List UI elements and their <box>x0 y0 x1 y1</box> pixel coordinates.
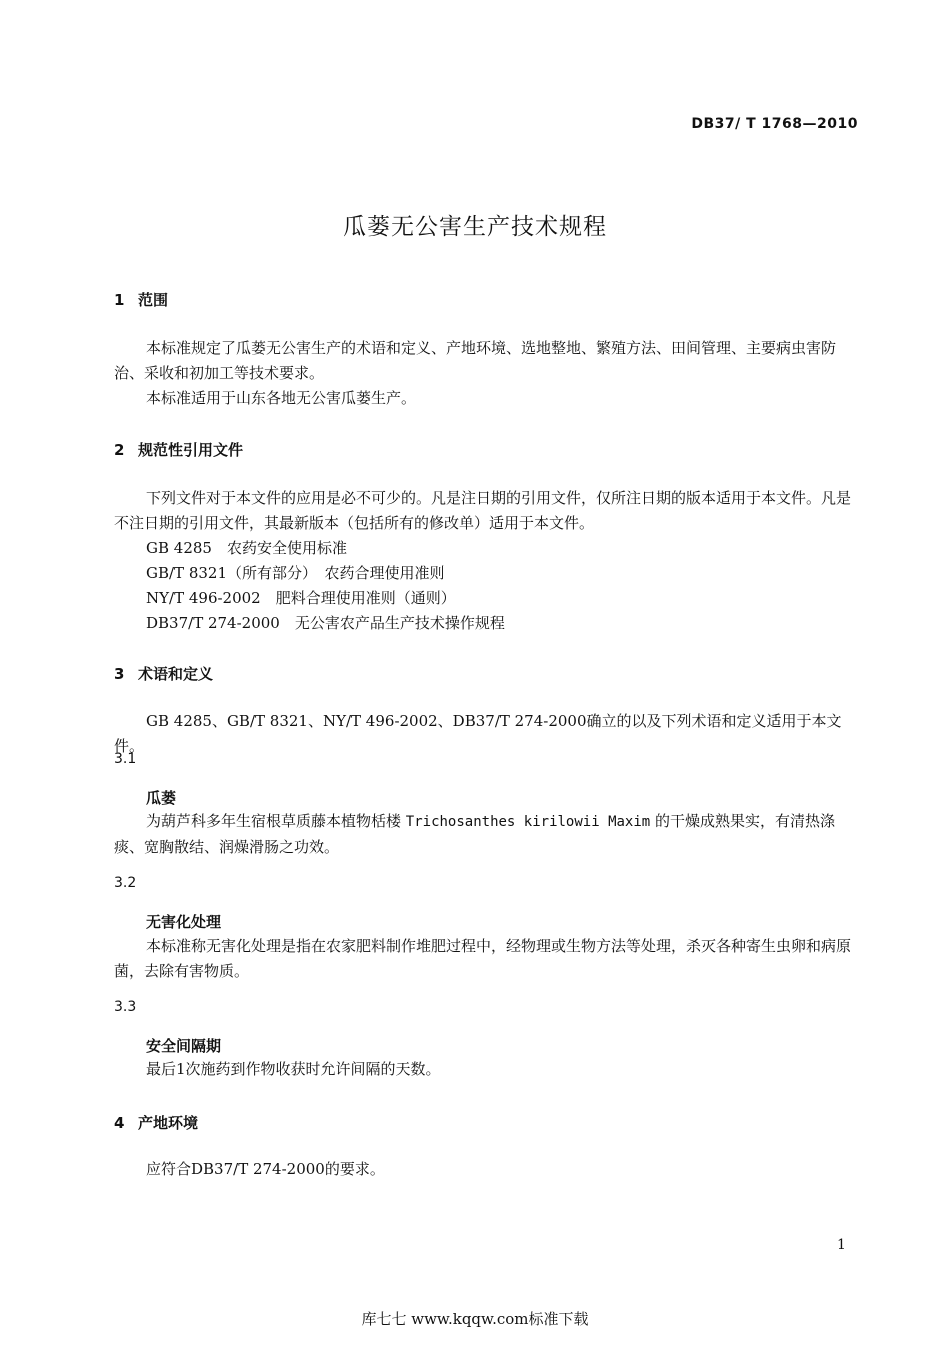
section-3-heading <box>114 663 213 684</box>
section-3-paragraph-1: GB 4285、GB/T 8321、NY/T 496-2002、DB37/T 274-2000确立的以及下列术语和定义适用于本文件。 <box>114 712 842 755</box>
section-title: 范围 <box>138 291 169 309</box>
definition-text: 为葫芦科多年生宿根草质藤本植物栝楼 <box>146 812 406 830</box>
section-1-paragraph-1: 本标准规定了瓜蒌无公害生产的术语和定义、产地环境、选地整地、繁殖方法、田间管理、主要病虫害防治、采收和初加工等技术要求。 <box>114 339 837 382</box>
section-title: 规范性引用文件 <box>138 441 244 459</box>
standard-code: DB37/ T 1768—2010 <box>691 116 858 132</box>
section-number: 4 <box>114 1114 125 1132</box>
section-number: 1 <box>114 291 125 309</box>
term-3-3-definition: 最后1次施药到作物收获时允许间隔的天数。 <box>146 1060 441 1078</box>
section-number: 2 <box>114 441 125 459</box>
page-number: 1 <box>837 1237 846 1253</box>
section-2-heading <box>114 439 243 460</box>
reference-item: NY/T 496-2002 肥料合理使用准则（通则） <box>146 589 456 607</box>
reference-item: DB37/T 274-2000 无公害农产品生产技术操作规程 <box>146 614 505 632</box>
section-2-paragraph-1: 下列文件对于本文件的应用是必不可少的。凡是注日期的引用文件，仅所注日期的版本适用于本文件。凡是不注日期的引用文件，其最新版本（包括所有的修改单）适用于本文件。 <box>114 489 852 532</box>
term-3-1-title: 瓜蒌 <box>146 789 177 807</box>
footer-watermark: 库七七 www.kqqw.com标准下载 <box>361 1310 589 1328</box>
term-3-3-number: 3.3 <box>114 999 137 1015</box>
section-title: 产地环境 <box>138 1114 199 1132</box>
term-3-1-number: 3.1 <box>114 751 137 767</box>
reference-item: GB/T 8321（所有部分） 农药合理使用准则 <box>146 564 445 582</box>
term-3-1-definition <box>114 809 860 860</box>
term-3-2-title: 无害化处理 <box>146 913 222 931</box>
section-1-heading <box>114 289 168 310</box>
latin-name: Trichosanthes kirilowii Maxim <box>405 814 651 830</box>
section-number: 3 <box>114 665 125 683</box>
term-3-2-definition: 本标准称无害化处理是指在农家肥料制作堆肥过程中，经物理或生物方法等处理，杀灭各种寄生虫卵和病原菌，去除有害物质。 <box>114 937 852 980</box>
section-title: 术语和定义 <box>138 665 214 683</box>
definition-text: 的干燥成熟果实，有清热涤痰、宽胸散结、润燥滑肠之功效。 <box>114 812 835 856</box>
term-3-3-title: 安全间隔期 <box>146 1037 222 1055</box>
document-title: 瓜蒌无公害生产技术规程 <box>343 214 607 240</box>
term-3-2-number: 3.2 <box>114 875 137 891</box>
reference-item: GB 4285 农药安全使用标准 <box>146 539 347 557</box>
section-4-heading <box>114 1112 198 1133</box>
section-4-paragraph-1: 应符合DB37/T 274-2000的要求。 <box>146 1160 385 1178</box>
section-1-paragraph-2: 本标准适用于山东各地无公害瓜蒌生产。 <box>146 389 417 407</box>
